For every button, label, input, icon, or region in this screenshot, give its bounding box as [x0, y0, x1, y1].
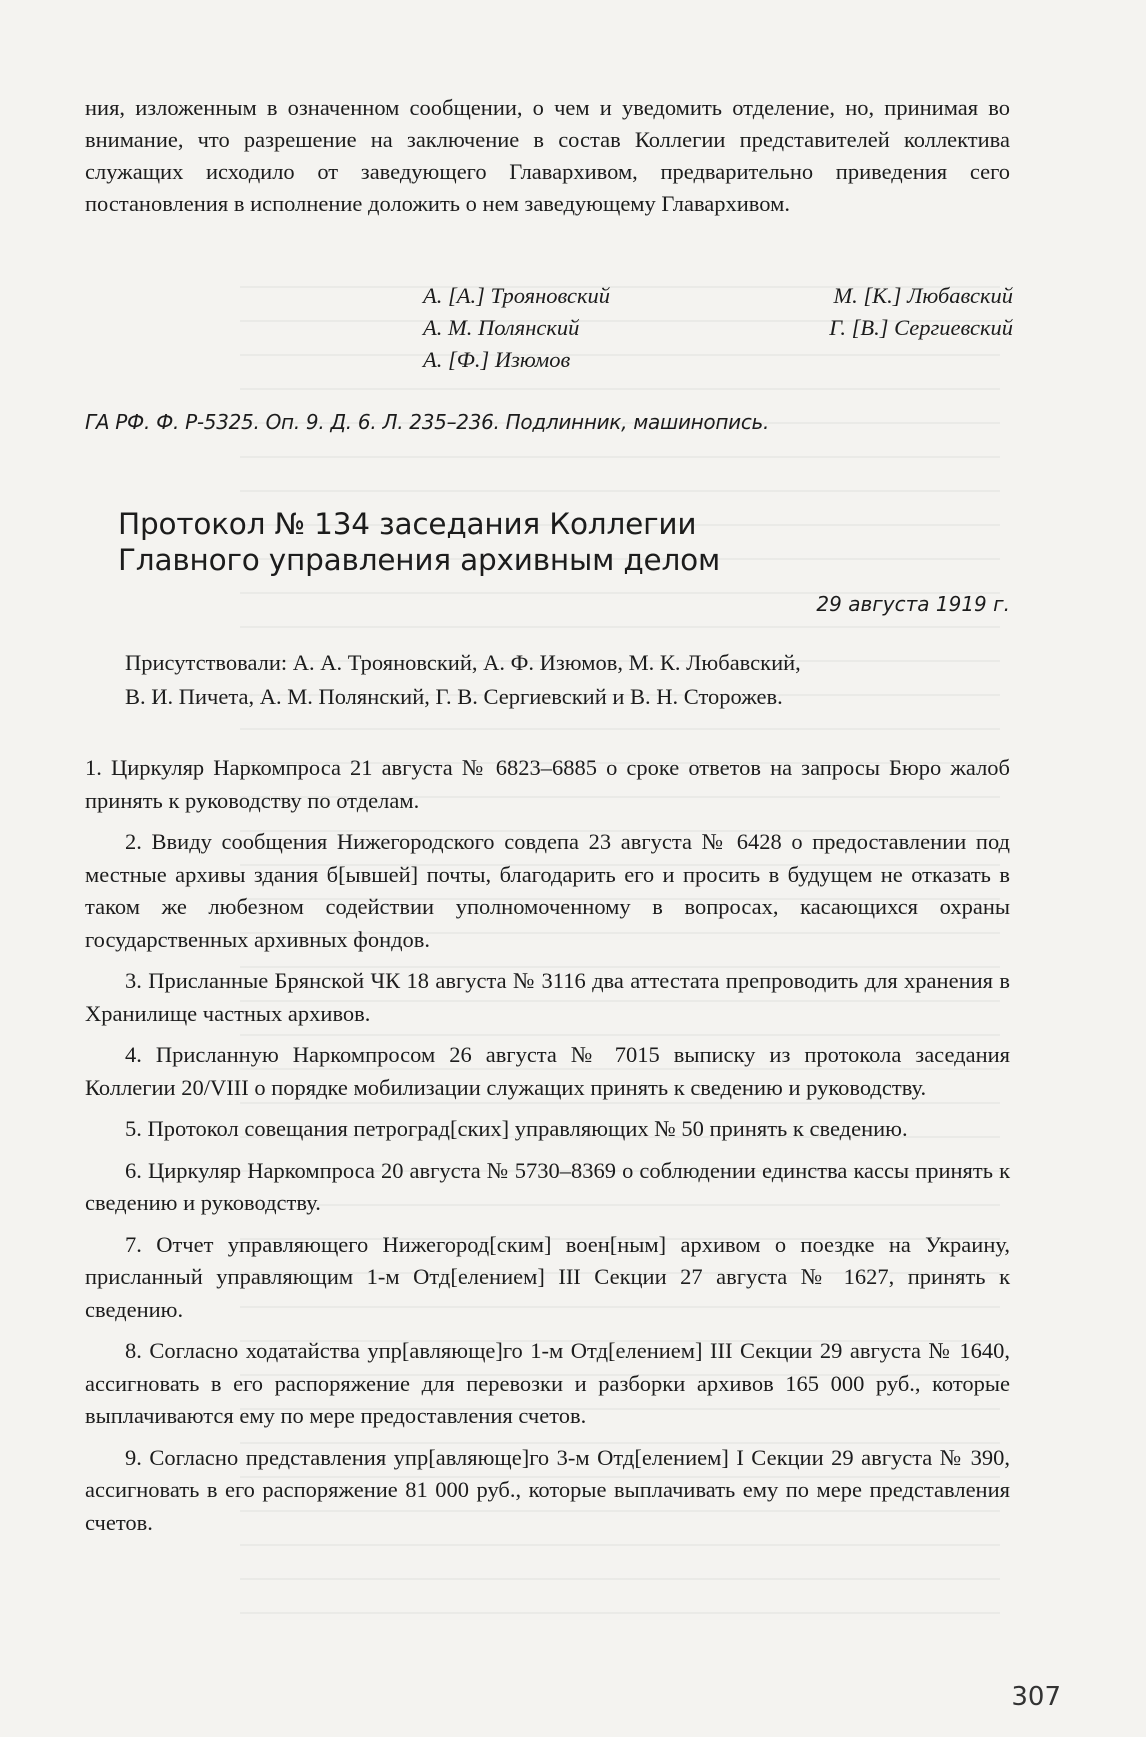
resolution-item-4: 4. Присланную Наркомпросом 26 августа № 7015 выписку из протокола заседания Коллегии 20/VIII о порядке мобилизации служащих принять к сведению и руководству.	[85, 1042, 1010, 1100]
signature-right: М. [К.] Любавский	[833, 283, 1013, 308]
heading-line-1: Протокол № 134 заседания Коллегии	[118, 507, 697, 541]
resolution-list	[85, 752, 1010, 1539]
signature-left: А. [Ф.] Изюмов	[423, 347, 571, 372]
resolution-item-5: 5. Протокол совещания петроград[ских] управляющих № 50 принять к сведению.	[125, 1116, 908, 1141]
attendees	[85, 646, 1010, 714]
signature-left: А. [А.] Трояновский	[423, 283, 611, 308]
attendees-line-2: В. И. Пичета, А. М. Полянский, Г. В. Сергиевский и В. Н. Сторожев.	[125, 684, 783, 709]
signatures	[423, 280, 1013, 376]
signature-row	[423, 312, 1013, 344]
signature-right: Г. [В.] Сергиевский	[829, 315, 1013, 340]
signature-left: А. М. Полянский	[423, 315, 580, 340]
attendees-line-1: Присутствовали: А. А. Трояновский, А. Ф. Изюмов, М. К. Любавский,	[125, 650, 801, 675]
resolution-item-7: 7. Отчет управляющего Нижегород[ским] воен[ным] архивом о поездке на Украину, присланный управляющим 1-м Отд[елением] III Секции 27 августа № 1627, принять к сведению.	[85, 1231, 1010, 1322]
intro-paragraph: ния, изложенным в означенном сообщении, о чем и уведомить отделение, но, принимая во внимание, что разрешение на заключение в состав Коллегии представителей коллектива служащих исходило от заведующего Главархивом, предварительно приведения сего постановления в исполнение доложить о нем заведующему Главархивом.	[85, 95, 1010, 216]
resolution-item-8: 8. Согласно ходатайства упр[авляюще]го 1-м Отд[елением] III Секции 29 августа № 1640, ассигновать в его распоряжение для перевозки и разборки архивов 165 000 руб., которые выплачиваются ему по мере предоставления счетов.	[85, 1338, 1010, 1428]
resolution-item-6: 6. Циркуляр Наркомпроса 20 августа № 5730–8369 о соблюдении единства кассы принять к сведению и руководству.	[85, 1157, 1010, 1215]
resolution-item-2: 2. Ввиду сообщения Нижегородского совдепа 23 августа № 6428 о предоставлении под местные архивы здания б[ывшей] почты, благодарить его и просить в будущем не отказать в таком же любезном содействии уполномоченному в вопросах, касающихся охраны государственных архивных фондов.	[85, 829, 1010, 952]
document-date: 29 августа 1919 г.	[816, 592, 1010, 616]
page-number: 307	[1011, 1682, 1061, 1712]
resolution-item-1: 1. Циркуляр Наркомпроса 21 августа № 6823–6885 о сроке ответов на запросы Бюро жалоб принять к руководству по отделам.	[85, 755, 1010, 813]
intro-paragraph-block	[85, 92, 1010, 220]
resolution-item-3: 3. Присланные Брянской ЧК 18 августа № 3116 два аттестата препроводить для хранения в Хранилище частных архивов.	[85, 968, 1010, 1026]
document-heading	[118, 506, 720, 578]
signature-row	[423, 280, 1013, 312]
signature-row	[423, 344, 1013, 376]
heading-line-2: Главного управления архивным делом	[118, 543, 721, 577]
archive-source-citation: ГА РФ. Ф. Р-5325. Оп. 9. Д. 6. Л. 235–236. Подлинник, машинопись.	[85, 410, 770, 434]
resolution-item-9: 9. Согласно представления упр[авляюще]го 3-м Отд[елением] I Секции 29 августа № 390, ассигновать в его распоряжение 81 000 руб., которые выплачивать ему по мере представления счетов.	[85, 1444, 1010, 1535]
